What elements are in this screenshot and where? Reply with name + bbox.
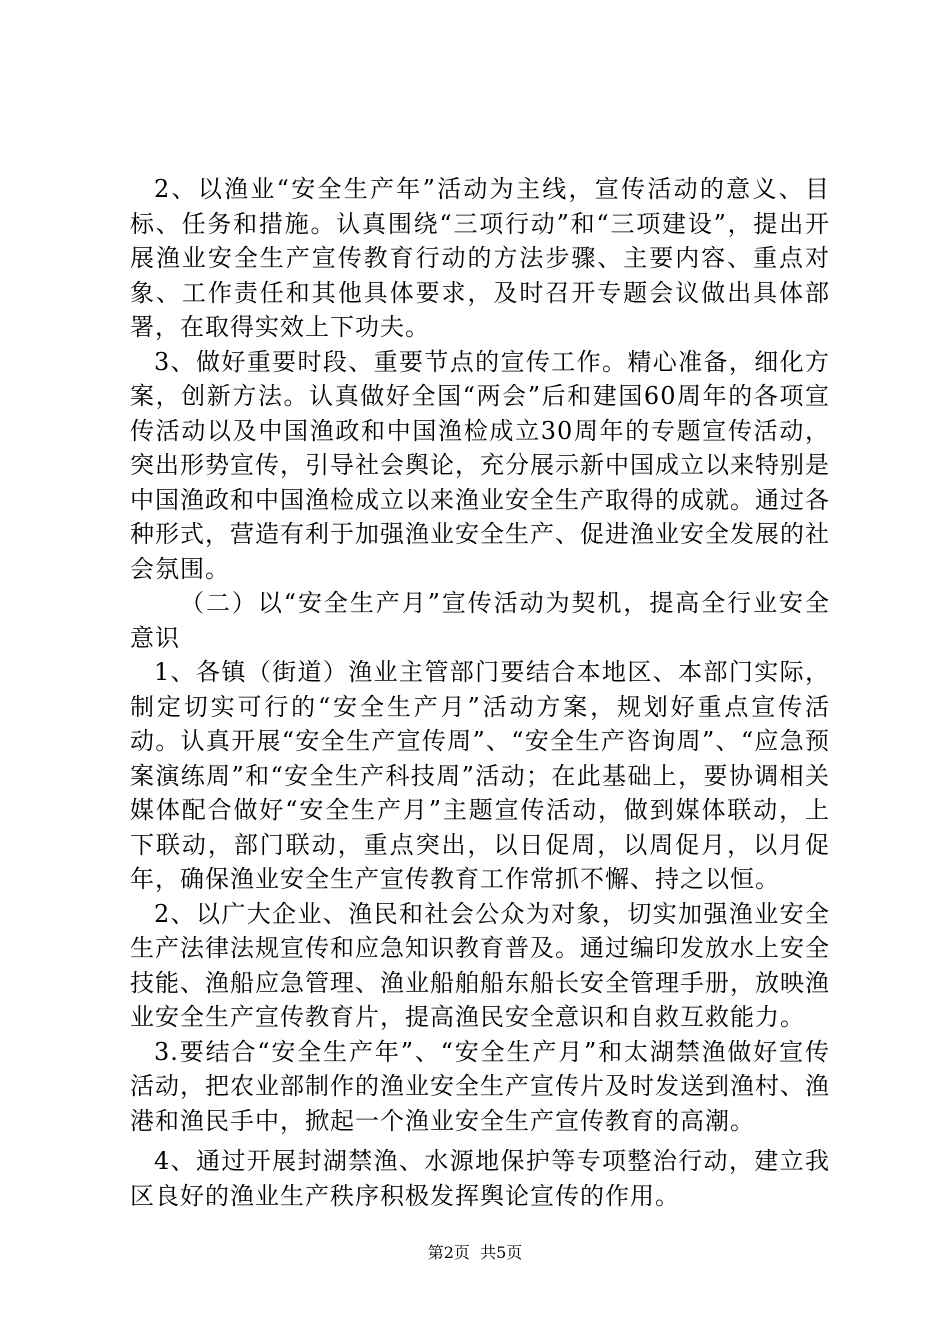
page-number: 第2页 xyxy=(427,1243,470,1262)
paragraph-subitem-4: 4、通过开展封湖禁渔、水源地保护等专项整治行动，建立我区良好的渔业生产秩序积极发挥舆论宣传的作用。 xyxy=(130,1147,830,1210)
paragraph-subitem-2: 2、以广大企业、渔民和社会公众为对象，切实加强渔业安全生产法律法规宣传和应急知识教育普及。通过编印发放水上安全技能、渔船应急管理、渔业船舶船东船长安全管理手册，放映渔业安全生产宣传教育片，提高渔民安全意识和自救互救能力。 xyxy=(130,899,830,1031)
section-heading-2: （二）以“安全生产月”宣传活动为契机，提高全行业安全意识 xyxy=(130,589,830,652)
page-footer xyxy=(0,1243,950,1263)
footer-separator xyxy=(470,1243,480,1262)
page-total: 共5页 xyxy=(480,1243,523,1262)
paragraph-subitem-1: 1、各镇（街道）渔业主管部门要结合本地区、本部门实际，制定切实可行的“安全生产月”活动方案，规划好重点宣传活动。认真开展“安全生产宣传周”、“安全生产咨询周”、“应急预案演练周”和“安全生产科技周”活动；在此基础上，要协调相关媒体配合做好“安全生产月”主题宣传活动，做到媒体联动，上下联动，部门联动，重点突出，以日促周，以周促月，以月促年，确保渔业安全生产宣传教育工作常抓不懈、持之以恒。 xyxy=(130,658,830,893)
paragraph-item-2: 2、以渔业“安全生产年”活动为主线，宣传活动的意义、目标、任务和措施。认真围绕“三项行动”和“三项建设”，提出开展渔业安全生产宣传教育行动的方法步骤、主要内容、重点对象、工作责任和其他具体要求，及时召开专题会议做出具体部署，在取得实效上下功夫。 xyxy=(130,175,830,341)
paragraph-item-3: 3、做好重要时段、重要节点的宣传工作。精心准备，细化方案，创新方法。认真做好全国“两会”后和建国60周年的各项宣传活动以及中国渔政和中国渔检成立30周年的专题宣传活动，突出形势宣传，引导社会舆论，充分展示新中国成立以来特别是中国渔政和中国渔检成立以来渔业安全生产取得的成就。通过各种形式，营造有利于加强渔业安全生产、促进渔业安全发展的社会氛围。 xyxy=(130,347,830,583)
document-body xyxy=(130,172,830,1213)
paragraph-subitem-3: 3.要结合“安全生产年”、“安全生产月”和太湖禁渔做好宣传活动，把农业部制作的渔业安全生产宣传片及时发送到渔村、渔港和渔民手中，掀起一个渔业安全生产宣传教育的高潮。 xyxy=(130,1037,830,1135)
